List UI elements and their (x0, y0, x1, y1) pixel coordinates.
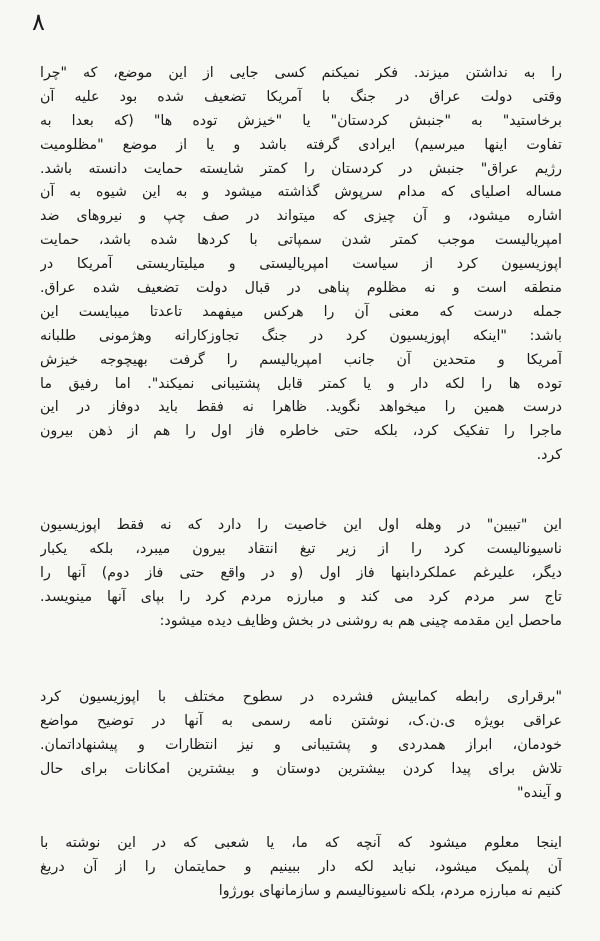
text-line: باشد: "اینکه اپوزیسیون کرد در جنگ تجاوزکارانه وهژمونی طلبانه (40, 327, 562, 344)
text-line: کرد. (536, 447, 562, 464)
paragraph-1 (40, 62, 562, 468)
text-line: اینجا معلوم میشود که آنچه که ما، یا شعبی که در این نوشته با (40, 835, 562, 851)
text-line: مساله اصلیای که مدام سرپوش گذاشته میشود و به این شیوه به آن (40, 184, 562, 201)
paragraph-3-quote (40, 686, 562, 805)
paragraph-2 (40, 514, 562, 633)
text-line: تاج سر مردم کرد می کند و مبارزه مردم کرد را بپای آنها مینویسد. (40, 588, 562, 605)
text-line: ماحصل این مقدمه چینی هم به روشنی در بخش وظایف دیده میشود: (159, 612, 562, 629)
text-line: جمله درست که معنی آن را هرکس میفهمد تاعدتا میبایست این (40, 303, 562, 320)
text-line: خودمان، ابراز همدردی و پشتیبانی و نیز انتظارات و پیشنهاداتمان. (40, 736, 562, 753)
text-line: را به نداشتن میزند. فکر نمیکنم کسی جایی از این موضع، که "چرا (40, 65, 562, 81)
text-line: برخاستید" به "جنبش کردستان" یا "خیزش توده ها" (که بعدا به (40, 112, 562, 129)
text-line: "برقراری رابطه کمابیش فشرده در سطوح مختلف با اپوزیسیون کرد (40, 689, 562, 705)
text-line: دیگر، علیرغم عملکردابنها فاز اول (و در واقع حتی فاز دوم) آنها را (40, 564, 562, 581)
text-line: تلاش برای پیدا کردن بیشترین دوستان و بیشترین امکانات برای حال (40, 760, 562, 777)
page-number: ۸ (32, 8, 45, 36)
paragraph-4 (40, 832, 562, 904)
text-line: آمریکا و متحدین آن جانب امپریالیسم را گرفت بهیچوجه خیزش (40, 351, 562, 368)
text-line: وقتی دولت عراق در جنگ با آمریکا تضعیف شده بود علیه آن (40, 88, 562, 105)
text-line: ناسیونالیست کرد را از زیر تیغ انتقاد بیرون میبرد، بلکه یکبار (40, 540, 562, 557)
text-line: تفاوت اینها میرسیم) ایرادی گرفته باشد و یا از موضع "مظلومیت (40, 136, 562, 153)
text-line: رژیم عراق" جنبش در کردستان را کمتر شایسته حمایت دانسته باشد. (40, 160, 562, 177)
text-line: درست همین را میخواهد نگوید. ظاهرا نه فقط باید دوفاز در این (40, 399, 562, 416)
text-line: و آینده" (517, 784, 562, 801)
text-line: توده ها را لکه دار و یا کمتر قابل پشتیبانی نمیکند". اما رفیق ما (40, 375, 562, 392)
text-line: امپریالیست موجب کمتر شدن سمپاتی با کردها شده باشد، حمایت (40, 232, 562, 249)
text-line: منطقه است و نه مظلوم پناهی در قبال دولت تضعیف شده عراق. (40, 280, 562, 297)
text-line: این "تبیین" در وهله اول این خاصیت را دارد که نه فقط اپوزیسیون (40, 517, 562, 533)
text-line: اپوزیسیون کرد از سیاست امپریالیستی و میلیتاریستی آمریکا در (40, 256, 562, 273)
text-line: عراقی بویژه ی.ن.ک، نوشتن نامه رسمی به آنها در توضیح مواضع (40, 712, 562, 729)
text-line: آن پلمیک میشود، نباید لکه دار ببینیم و حمایتمان را از آن دریغ (40, 858, 562, 875)
text-line: اشاره میشود، و آن چیزی که میتواند در صف چپ و نیروهای ضد (40, 208, 562, 225)
text-line: ماجرا را تفکیک کرد، بلکه حتی خاطره فاز اول را هم از ذهن بیرون (40, 423, 562, 440)
text-line: کنیم نه مبارزه مردم، بلکه ناسیونالیسم و سازمانهای بورژوا (218, 882, 562, 899)
